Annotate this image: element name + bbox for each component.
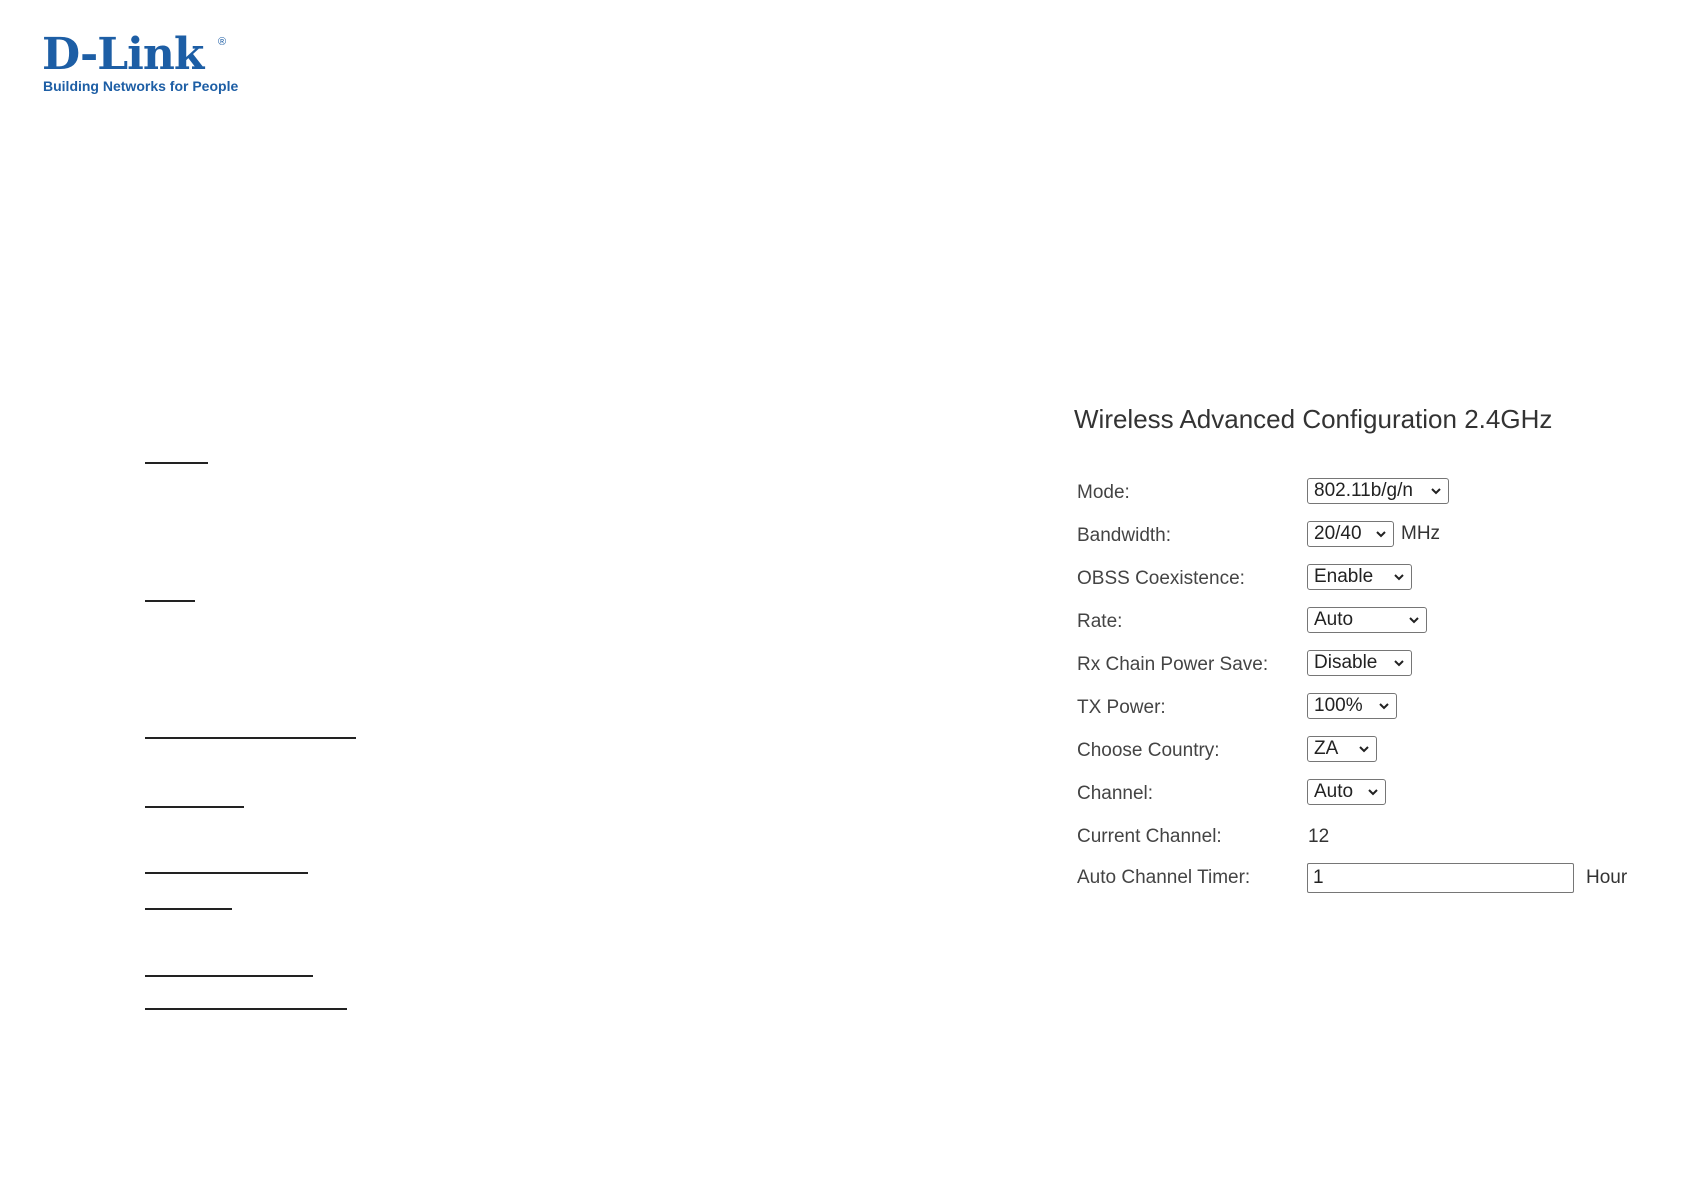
menu-link-3[interactable] — [145, 737, 356, 739]
chevron-down-icon — [1375, 528, 1387, 540]
logo-brand: D-Link — [42, 29, 204, 80]
wireless-advanced-config-panel — [1074, 404, 1674, 888]
menu-link-2[interactable] — [145, 600, 195, 602]
row-rx-chain — [1074, 650, 1674, 680]
mode-label: Mode: — [1077, 482, 1130, 503]
menu-link-6[interactable] — [145, 908, 232, 910]
chevron-down-icon — [1367, 786, 1379, 798]
logo-registered-mark: ® — [218, 36, 227, 48]
rate-label: Rate: — [1077, 611, 1123, 632]
current-channel-label: Current Channel: — [1077, 826, 1222, 847]
rx-chain-select[interactable] — [1307, 650, 1412, 676]
channel-select-value: Auto — [1314, 781, 1354, 802]
country-label: Choose Country: — [1077, 740, 1220, 761]
chevron-down-icon — [1378, 700, 1390, 712]
auto-channel-timer-input[interactable] — [1307, 863, 1574, 893]
rate-select-value: Auto — [1314, 609, 1354, 630]
chevron-down-icon — [1393, 571, 1405, 583]
row-current-channel — [1074, 822, 1674, 852]
bandwidth-select-value: 20/40 — [1314, 523, 1362, 544]
panel-title: Wireless Advanced Configuration 2.4GHz — [1074, 404, 1553, 434]
country-select-value: ZA — [1314, 738, 1339, 759]
bandwidth-unit: MHz — [1401, 523, 1441, 544]
menu-link-4[interactable] — [145, 806, 244, 808]
menu-link-5[interactable] — [145, 872, 308, 874]
chevron-down-icon — [1408, 614, 1420, 626]
chevron-down-icon — [1393, 657, 1405, 669]
auto-channel-timer-unit: Hour — [1586, 867, 1628, 888]
rx-chain-label: Rx Chain Power Save: — [1077, 654, 1269, 675]
mode-select-value: 802.11b/g/n — [1314, 480, 1413, 501]
menu-link-7[interactable] — [145, 975, 313, 977]
logo-tagline: Building Networks for People — [43, 78, 239, 94]
mode-select[interactable] — [1307, 478, 1449, 504]
obss-label: OBSS Coexistence: — [1077, 568, 1245, 589]
bandwidth-label: Bandwidth: — [1077, 525, 1172, 546]
auto-channel-timer-label: Auto Channel Timer: — [1077, 867, 1251, 888]
row-channel — [1074, 779, 1674, 809]
rate-select[interactable] — [1307, 607, 1427, 633]
chevron-down-icon — [1358, 743, 1370, 755]
row-country — [1074, 736, 1674, 766]
country-select[interactable] — [1307, 736, 1377, 762]
row-tx-power — [1074, 693, 1674, 723]
channel-select[interactable] — [1307, 779, 1386, 805]
row-auto-channel-timer — [1074, 863, 1674, 893]
row-bandwidth — [1074, 521, 1674, 551]
tx-power-select-value: 100% — [1314, 695, 1363, 716]
bandwidth-select[interactable] — [1307, 521, 1394, 547]
obss-select-value: Enable — [1314, 566, 1374, 587]
current-channel-value: 12 — [1308, 826, 1330, 847]
menu-link-8[interactable] — [145, 1008, 347, 1010]
row-mode — [1074, 478, 1674, 508]
obss-select[interactable] — [1307, 564, 1412, 590]
dlink-logo — [42, 29, 242, 102]
channel-label: Channel: — [1077, 783, 1154, 804]
menu-link-1[interactable] — [145, 462, 208, 464]
row-obss — [1074, 564, 1674, 594]
tx-power-label: TX Power: — [1077, 697, 1166, 718]
row-rate — [1074, 607, 1674, 637]
tx-power-select[interactable] — [1307, 693, 1397, 719]
rx-chain-select-value: Disable — [1314, 652, 1378, 673]
chevron-down-icon — [1430, 485, 1442, 497]
